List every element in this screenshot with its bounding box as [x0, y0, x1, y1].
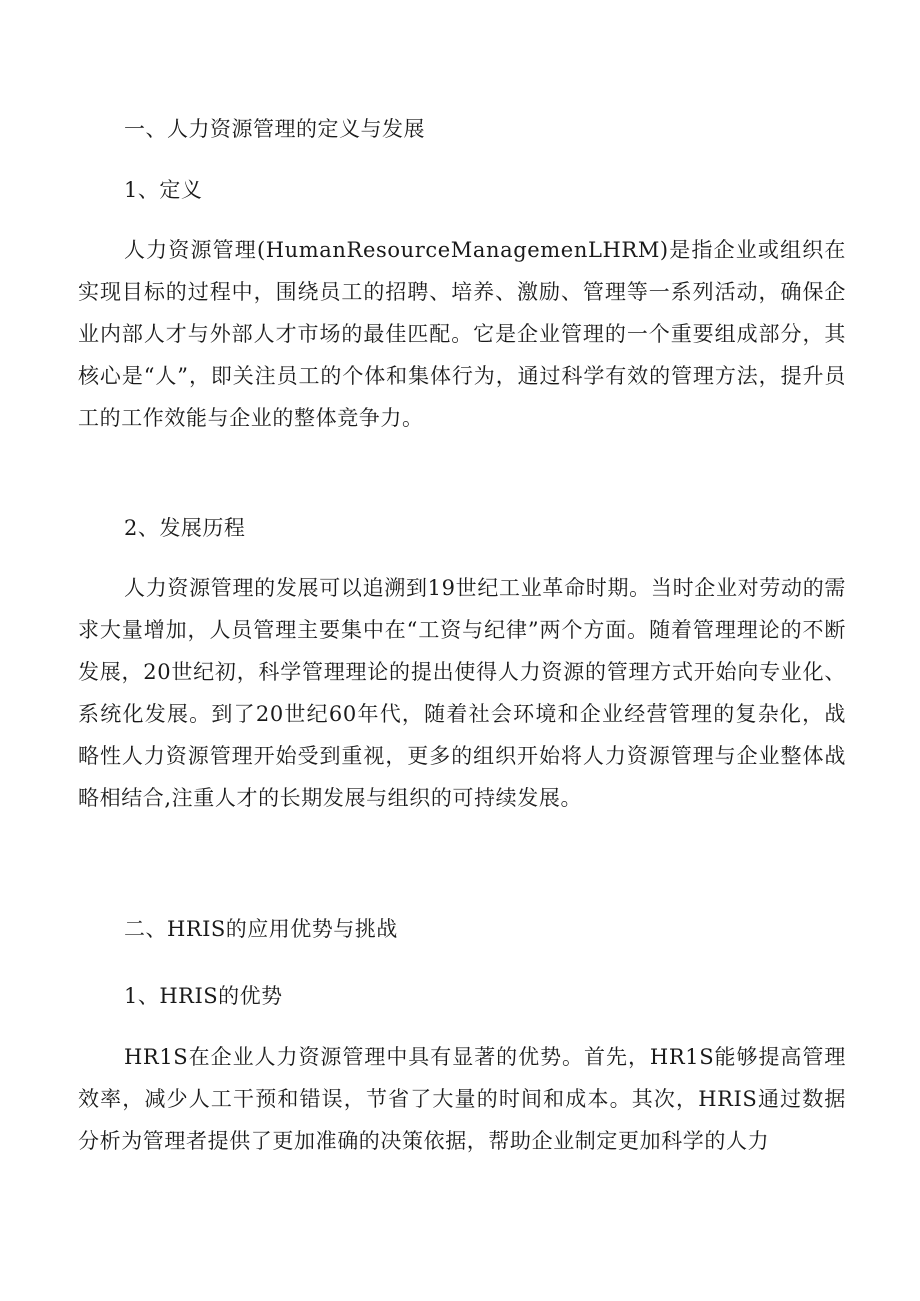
- section-heading-1: 一、人力资源管理的定义与发展: [124, 117, 425, 141]
- paragraph-definition: 人力资源管理(HumanResourceManagemenLHRM)是指企业或组织在实现目标的过程中，围绕员工的招聘、培养、激励、管理等一系列活动，确保企业内部人才与外部人才市场的最佳匹配。它是企业管理的一个重要组成部分，其核心是“人”，即关注员工的个体和集体行为，通过科学有效的管理方法，提升员工的工作效能与企业的整体竞争力。: [78, 238, 846, 430]
- paragraph-history: 人力资源管理的发展可以追溯到19世纪工业革命时期。当时企业对劳动的需求大量增加，人员管理主要集中在“工资与纪律”两个方面。随着管理理论的不断发展，20世纪初，科学管理理论的提出使得人力资源的管理方式开始向专业化、系统化发展。到了20世纪60年代，随着社会环境和企业经营管理的复杂化，战略性人力资源管理开始受到重视，更多的组织开始将人力资源管理与企业整体战略相结合,注重人才的长期发展与组织的可持续发展。: [78, 576, 846, 810]
- subsection-heading-definition: 1、定义: [124, 178, 203, 202]
- subsection-heading-hris-advantages: 1、HRIS的优势: [124, 984, 283, 1008]
- section-heading-2: 二、HRIS的应用优势与挑战: [124, 917, 398, 941]
- subsection-heading-history: 2、发展历程: [124, 516, 246, 540]
- paragraph-hris-advantages: HR1S在企业人力资源管理中具有显著的优势。首先，HR1S能够提高管理效率，减少人工干预和错误，节省了大量的时间和成本。其次，HRIS通过数据分析为管理者提供了更加准确的决策依据，帮助企业制定更加科学的人力: [78, 1045, 846, 1153]
